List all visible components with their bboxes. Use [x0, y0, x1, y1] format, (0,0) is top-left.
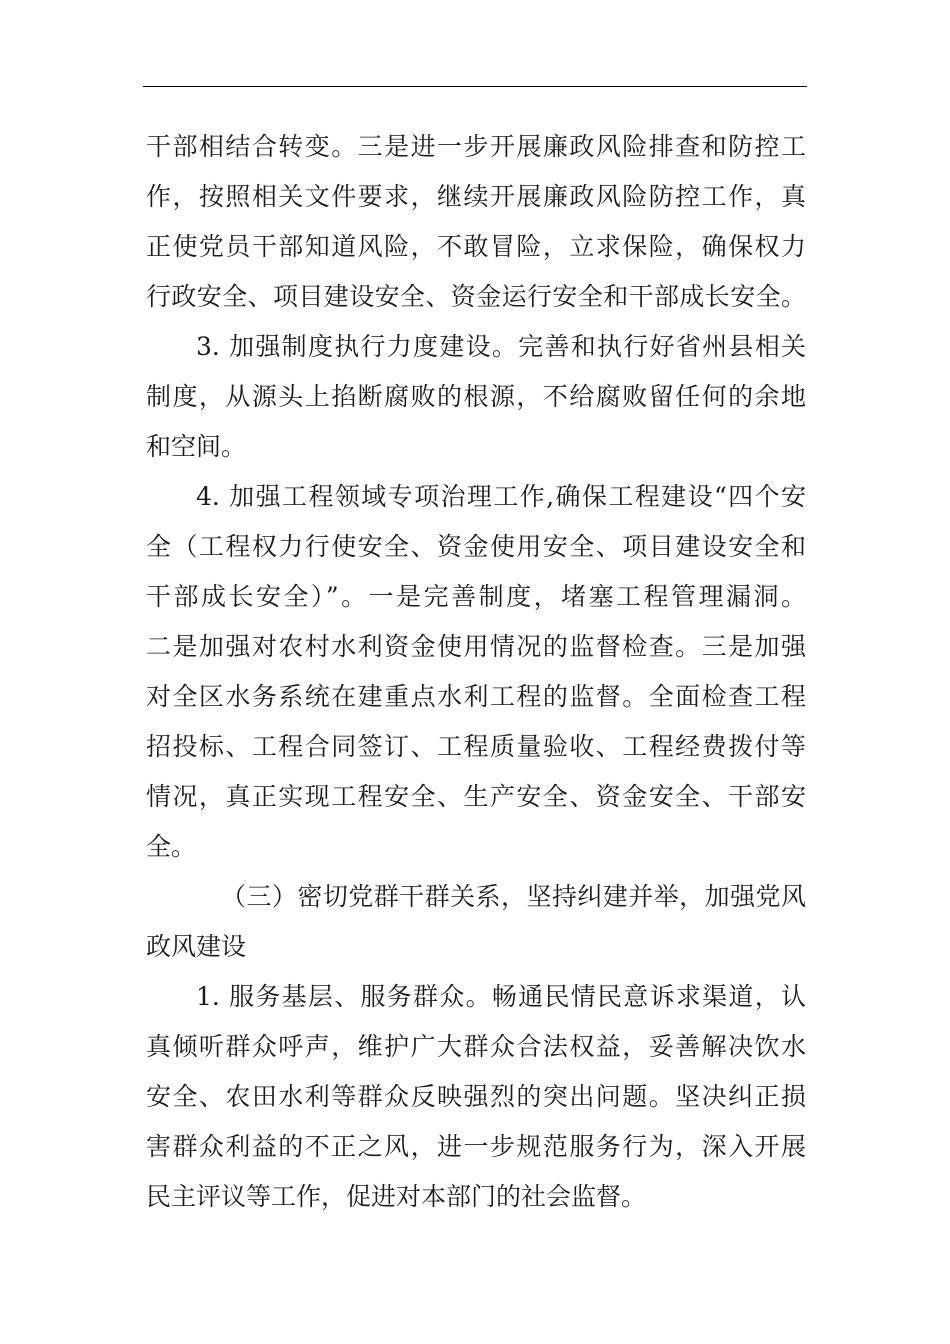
text-line: 害群众利益的不正之风，进一步规范服务行为，深入开展	[146, 1132, 806, 1161]
text-line: 正使党员干部知道风险，不敢冒险，立求保险，确保权力	[146, 232, 806, 261]
section-heading-3: （三）密切党群干群关系，坚持纠建并举，加强党风	[221, 882, 806, 911]
text-line: 干部相结合转变。三是进一步开展廉政风险排查和防控工	[146, 132, 806, 161]
text-line: 情况，真正实现工程安全、生产安全、资金安全、干部安	[146, 782, 806, 811]
text-line: 二是加强对农村水利资金使用情况的监督检查。三是加强	[146, 632, 806, 661]
text-line: 干部成长安全）”。一是完善制度，堵塞工程管理漏洞。	[146, 582, 806, 611]
section-heading-3-cont: 政风建设	[146, 932, 247, 961]
text-line: 行政安全、项目建设安全、资金运行安全和干部成长安全。	[146, 282, 806, 311]
text-line: 对全区水务系统在建重点水利工程的监督。全面检查工程	[146, 682, 806, 711]
text-line: 招投标、工程合同签订、工程质量验收、工程经费拨付等	[146, 732, 806, 761]
section-item-1: 1. 服务基层、服务群众。畅通民情民意诉求渠道，认	[196, 982, 806, 1011]
text-line: 真倾听群众呼声，维护广大群众合法权益，妥善解决饮水	[146, 1032, 806, 1061]
section-item-3: 3. 加强制度执行力度建设。完善和执行好省州县相关	[196, 332, 806, 361]
text-line: 安全、农田水利等群众反映强烈的突出问题。坚决纠正损	[146, 1082, 806, 1111]
text-line: 作，按照相关文件要求，继续开展廉政风险防控工作，真	[146, 182, 806, 211]
section-item-4: 4. 加强工程领域专项治理工作,确保工程建设“四个安	[196, 482, 806, 511]
header-rule	[143, 86, 807, 87]
document-body	[146, 122, 806, 1222]
text-line: 制度，从源头上掐断腐败的根源，不给腐败留任何的余地	[146, 382, 806, 411]
text-line: 全（工程权力行使安全、资金使用安全、项目建设安全和	[146, 532, 806, 561]
text-line: 民主评议等工作，促进对本部门的社会监督。	[146, 1182, 647, 1211]
text-line: 全。	[146, 832, 197, 861]
text-line: 和空间。	[146, 432, 247, 461]
